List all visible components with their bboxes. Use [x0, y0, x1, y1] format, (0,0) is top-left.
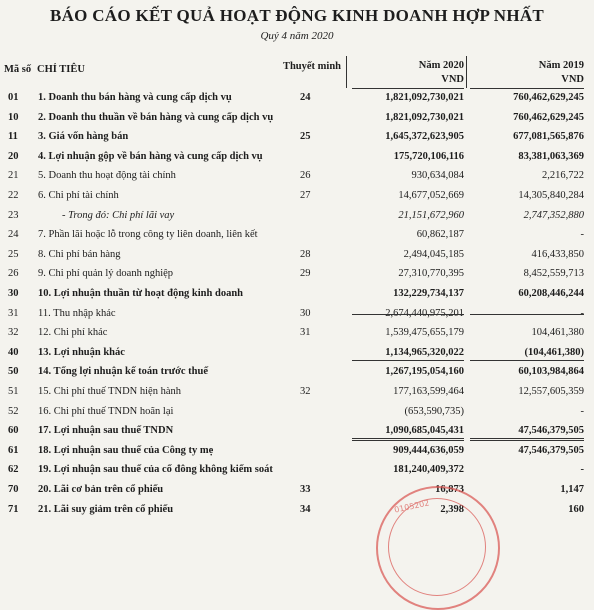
table-row [0, 327, 594, 343]
cell-v2020: 1,539,475,655,179 [385, 327, 464, 339]
cell-v2020: 60,862,187 [416, 229, 464, 241]
cell-v2019: 60,103,984,864 [518, 366, 584, 378]
subtotal-rule [470, 360, 584, 361]
cell-v2020: 21,151,672,960 [398, 209, 464, 221]
cell-v2019: 47,546,379,505 [518, 444, 584, 456]
column-header-year-2019: Năm 2019 [538, 60, 584, 71]
column-header-code: Mã số [4, 64, 32, 75]
cell-v2020: 181,240,409,372 [393, 464, 464, 476]
cell-v2020: 175,720,106,116 [393, 150, 464, 162]
cell-name: 8. Chi phí bán hàng [38, 248, 121, 260]
cell-note: 28 [300, 248, 311, 260]
cell-code: 20 [8, 150, 19, 162]
table-row [0, 131, 594, 147]
cell-code: 31 [8, 307, 19, 319]
cell-name: 13. Lợi nhuận khác [38, 346, 125, 358]
cell-note: 25 [300, 131, 311, 143]
cell-v2020: 132,229,734,137 [393, 288, 464, 299]
cell-v2020: 2,674,440,975,201 [385, 307, 464, 319]
cell-name: 1. Doanh thu bán hàng và cung cấp dịch vụ [38, 92, 232, 103]
cell-v2020: 1,645,372,623,905 [385, 131, 464, 143]
cell-v2020: 1,134,965,320,022 [385, 346, 464, 358]
cell-name: 19. Lợi nhuận sau thuế của cổ đông không kiểm soát [38, 464, 273, 476]
table-row [0, 445, 594, 461]
subtotal-rule [470, 314, 584, 315]
header-divider [346, 56, 347, 88]
cell-note: 31 [300, 327, 311, 339]
subtotal-rule [352, 360, 464, 361]
cell-v2019: (104,461,380) [524, 346, 584, 358]
cell-v2019: 760,462,629,245 [513, 111, 584, 123]
table-row [0, 366, 594, 382]
header-rule [352, 88, 464, 89]
cell-name: 3. Giá vốn hàng bán [38, 131, 129, 143]
cell-code: 23 [8, 209, 19, 221]
table-row [0, 386, 594, 402]
cell-v2019: 2,216,722 [542, 170, 584, 182]
cell-v2020: 1,267,195,054,160 [385, 366, 464, 378]
cell-code: 10 [8, 111, 19, 123]
table-row [0, 484, 594, 500]
cell-name: 11. Thu nhập khác [38, 307, 116, 319]
cell-note: 30 [300, 307, 311, 319]
cell-note: 24 [300, 92, 311, 103]
cell-name: 9. Chi phí quản lý doanh nghiệp [38, 268, 174, 280]
cell-name: 12. Chi phí khác [38, 327, 108, 339]
cell-code: 60 [8, 425, 19, 437]
cell-name: 18. Lợi nhuận sau thuế của Công ty mẹ [38, 444, 214, 456]
cell-v2020: 14,677,052,669 [398, 190, 464, 201]
cell-v2020: 2,494,045,185 [403, 248, 464, 260]
table-row [0, 406, 594, 422]
cell-v2019: - [580, 405, 584, 417]
cell-note: 32 [300, 386, 311, 397]
cell-v2020: 16,873 [435, 484, 464, 495]
company-stamp [376, 486, 500, 610]
cell-code: 26 [8, 268, 19, 280]
cell-code: 52 [8, 405, 19, 417]
table-row [0, 170, 594, 186]
cell-v2019: - [580, 464, 584, 476]
cell-code: 70 [8, 484, 19, 495]
cell-name: 21. Lãi suy giảm trên cổ phiếu [38, 503, 174, 515]
column-header-note: Thuyết minh [282, 61, 342, 72]
header-divider [466, 56, 467, 88]
cell-v2020: 930,634,084 [411, 170, 464, 182]
cell-code: 25 [8, 248, 19, 260]
table-row [0, 112, 594, 128]
cell-v2019: 14,305,840,284 [518, 190, 584, 201]
total-rule [470, 438, 584, 441]
cell-code: 21 [8, 170, 19, 182]
cell-v2019: - [580, 229, 584, 241]
cell-v2019: 160 [568, 503, 584, 515]
table-row [0, 464, 594, 480]
cell-code: 51 [8, 386, 19, 397]
column-header-year-2020: Năm 2020 [418, 60, 464, 71]
table-row [0, 268, 594, 284]
cell-code: 22 [8, 190, 19, 201]
cell-name: 10. Lợi nhuận thuần từ hoạt động kinh doanh [38, 288, 244, 299]
cell-name: 16. Chi phí thuế TNDN hoãn lại [38, 405, 174, 417]
cell-code: 40 [8, 346, 19, 358]
cell-code: 30 [8, 288, 19, 299]
cell-v2019: 760,462,629,245 [513, 92, 584, 103]
cell-v2019: 83,381,063,369 [518, 150, 584, 162]
cell-name: 20. Lãi cơ bản trên cổ phiếu [38, 484, 164, 495]
cell-v2020: 1,821,092,730,021 [385, 92, 464, 103]
cell-v2020: 909,444,636,059 [393, 444, 464, 456]
cell-v2020: (653,590,735) [404, 405, 464, 417]
table-row [0, 504, 594, 520]
cell-code: 24 [8, 229, 19, 241]
cell-v2019: 416,433,850 [531, 248, 584, 260]
table-row [0, 151, 594, 167]
cell-v2019: 2,747,352,880 [523, 209, 584, 221]
table-row [0, 249, 594, 265]
table-row [0, 190, 594, 206]
table-row [0, 308, 594, 324]
header-rule [470, 88, 584, 89]
cell-v2019: 1,147 [560, 484, 584, 495]
cell-v2019: 8,452,559,713 [523, 268, 584, 280]
cell-code: 62 [8, 464, 19, 476]
cell-name: 5. Doanh thu hoạt động tài chính [38, 170, 176, 182]
cell-v2019: - [580, 307, 584, 319]
subtotal-rule [352, 314, 464, 315]
cell-code: 50 [8, 366, 19, 378]
cell-note: 27 [300, 190, 311, 201]
total-rule [352, 438, 464, 441]
cell-v2020: 1,821,092,730,021 [385, 111, 464, 123]
cell-v2019: 12,557,605,359 [518, 386, 584, 397]
cell-v2019: 60,208,446,244 [518, 288, 584, 299]
cell-v2019: 104,461,380 [531, 327, 584, 339]
cell-code: 71 [8, 503, 19, 515]
column-unit-2019: VND [561, 74, 584, 85]
table-row [0, 288, 594, 304]
cell-v2019: 47,546,379,505 [518, 425, 584, 437]
cell-code: 61 [8, 444, 19, 456]
table-row [0, 210, 594, 226]
cell-note: 34 [300, 503, 311, 515]
stamp-text: 0105202 [393, 498, 431, 515]
cell-name: 15. Chi phí thuế TNDN hiện hành [38, 386, 182, 397]
cell-v2020: 27,310,770,395 [398, 268, 464, 280]
report-subtitle: Quý 4 năm 2020 [260, 30, 334, 42]
cell-name: 7. Phần lãi hoặc lỗ trong công ty liên doanh, liên kết [38, 229, 258, 241]
table-row [0, 92, 594, 108]
cell-v2020: 1,090,685,045,431 [385, 425, 464, 437]
cell-note: 33 [300, 484, 311, 495]
cell-name: - Trong đó: Chi phí lãi vay [62, 209, 175, 221]
cell-code: 01 [8, 92, 19, 103]
cell-v2019: 677,081,565,876 [513, 131, 584, 143]
cell-name: 4. Lợi nhuận gộp về bán hàng và cung cấp dịch vụ [38, 150, 263, 162]
column-header-item: CHỈ TIÊU [37, 64, 85, 75]
cell-note: 29 [300, 268, 311, 280]
cell-code: 32 [8, 327, 19, 339]
cell-name: 14. Tổng lợi nhuận kế toán trước thuế [38, 366, 209, 378]
cell-v2020: 177,163,599,464 [393, 386, 464, 397]
report-title: BÁO CÁO KẾT QUẢ HOẠT ĐỘNG KINH DOANH HỢP NHẤT [49, 6, 545, 25]
cell-name: 17. Lợi nhuận sau thuế TNDN [38, 425, 174, 437]
cell-name: 2. Doanh thu thuần về bán hàng và cung cấp dịch vụ [38, 111, 274, 123]
cell-note: 26 [300, 170, 311, 182]
cell-v2020: 2,398 [440, 503, 464, 515]
column-unit-2020: VND [441, 74, 464, 85]
table-row [0, 229, 594, 245]
cell-name: 6. Chi phí tài chính [38, 190, 119, 201]
cell-code: 11 [8, 131, 18, 143]
